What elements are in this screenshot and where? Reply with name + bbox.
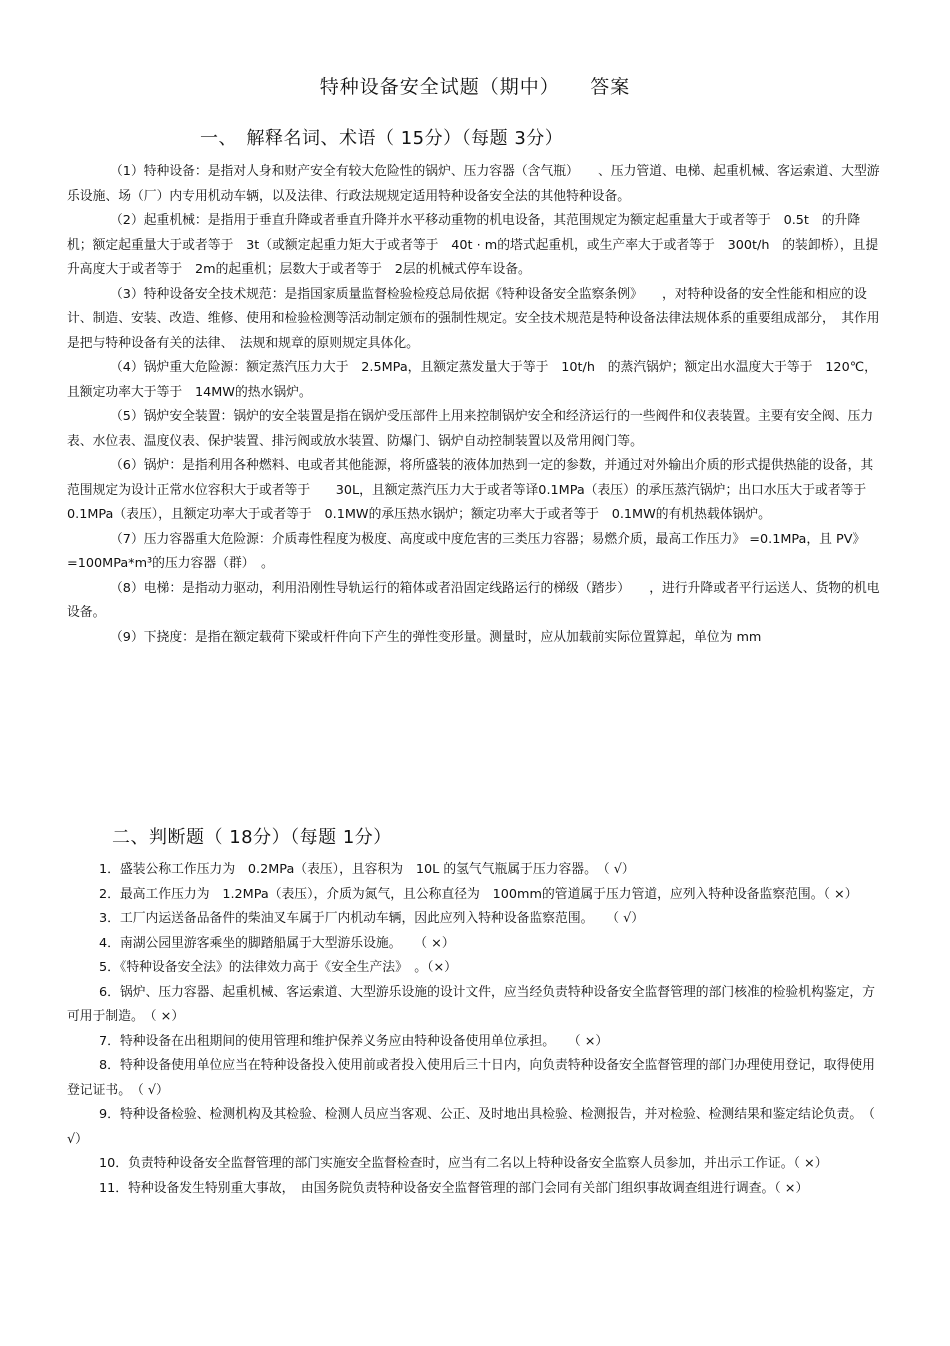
definition-item: （6）锅炉：是指利用各种燃料、电或者其他能源，将所盛装的液体加热到一定的参数，并通过对外输出介质的形式提供热能的设备，其范围规定为设计正常水位容积大于或者等于 30L，且额定蒸汽压力大于或者等译0.1MPa（表压）的承压蒸汽锅炉；出口水压大于或者等于 0.1MPa（表压），且额定功率大于或者等于 0.1MW的承压热水锅炉；额定功率大于或者等于 0.1MW的有机热载体锅炉。 [67, 458, 892, 522]
definition-item: （5）锅炉安全装置：锅炉的安全装置是指在锅炉受压部件上用来控制锅炉安全和经济运行的一些阀件和仪表装置。主要有安全阀、压力表、水位表、温度仪表、保护装置、排污阀或放水装置、防爆门、锅炉自动控制装置以及常用阀门等。 [67, 409, 874, 449]
judgment-item: 6．锅炉、压力容器、起重机械、客运索道、大型游乐设施的设计文件，应当经负责特种设备安全监督管理的部门核准的检验机构鉴定，方可用于制造。 （ ×） [67, 984, 875, 1024]
definition-item: （2）起重机械：是指用于垂直升降或者垂直升降并水平移动重物的机电设备，其范围规定为额定起重量大于或者等于 0.5t 的升降机；额定起重量大于或者等于 3t（或额定起重力矩大于或者等于 40t · m的塔式起重机，或生产率大于或者等于 300t/h 的装卸桥），且提升高度大于或者等于 2m的起重机；层数大于或者等于 2层的机械式停车设备。 [67, 213, 879, 277]
definition-item: （8）电梯：是指动力驱动，利用沿刚性导轨运行的箱体或者沿固定线路运行的梯级（踏步） ，进行升降或者平行运送人、货物的机电设备。 [67, 580, 880, 620]
section-1-body [67, 160, 892, 650]
section-2-body [67, 858, 885, 1201]
judgment-item: 11．特种设备发生特别重大事故， 由国务院负责特种设备安全监督管理的部门会同有关部门组织事故调查组进行调查。（ ×） [99, 1180, 809, 1196]
page-title: 特种设备安全试题（期中） 答案 [319, 76, 631, 98]
judgment-item: 10．负责特种设备安全监督管理的部门实施安全监督检查时，应当有二名以上特种设备安全监察人员参加，并出示工作证。（ ×） [99, 1156, 828, 1171]
judgment-item: 4．南湖公园里游客乘坐的脚踏船属于大型游乐设施。 （ ×） [99, 935, 455, 951]
judgment-item: 8．特种设备使用单位应当在特种设备投入使用前或者投入使用后三十日内，向负责特种设备安全监督管理的部门办理使用登记，取得使用登记证书。 （ √） [67, 1058, 875, 1098]
judgment-item: 3．工厂内运送备品备件的柴油叉车属于厂内机动车辆，因此应列入特种设备监察范围。 （ √） [99, 911, 645, 926]
judgment-item: 5．《特种设备安全法》的法律效力高于《安全生产法》 。（×） [99, 960, 457, 975]
judgment-item: 2．最高工作压力为 1.2MPa（表压），介质为氮气，且公称直径为 100mm的管道属于压力管道，应列入特种设备监察范围。（ ×） [99, 886, 858, 902]
judgment-item: 9．特种设备检验、检测机构及其检验、检测人员应当客观、公正、及时地出具检验、检测报告，并对检验、检测结果和鉴定结论负责。 （ √） [67, 1107, 875, 1147]
section-heading-2: 二、判断题（ 18分）（每题 1分） [112, 827, 392, 848]
section-heading-1: 一、 解释名词、术语（ 15分）（每题 3分） [200, 128, 564, 149]
judgment-item: 7．特种设备在出租期间的使用管理和维护保养义务应由特种设备使用单位承担。 （ ×） [99, 1033, 609, 1049]
judgment-item: 1．盛装公称工作压力为 0.2MPa（表压），且容积为 10L 的氢气气瓶属于压力容器。 （ √） [99, 862, 635, 877]
definition-item: （7）压力容器重大危险源：介质毒性程度为极度、高度或中度危害的三类压力容器；易燃介质，最高工作压力》 =0.1MPa，且 PV》=100MPa*m³的压力容器（群） 。 [67, 531, 866, 571]
definition-item: （9）下挠度：是指在额定载荷下梁或杆件向下产生的弹性变形量。测量时，应从加载前实际位置算起，单位为 mm [110, 629, 762, 645]
definition-item: （1）特种设备：是指对人身和财产安全有较大危险性的锅炉、压力容器（含气瓶） 、压力管道、电梯、起重机械、客运索道、大型游乐设施、场（厂）内专用机动车辆，以及法律、行政法规规定适用特种设备安全法的其他特种设备。 [67, 164, 880, 204]
definition-item: （4）锅炉重大危险源：额定蒸汽压力大于 2.5MPa，且额定蒸发量大于等于 10t/h 的蒸汽锅炉；额定出水温度大于等于 120℃，且额定功率大于等于 14MW的热水锅炉。 [67, 360, 877, 400]
definition-item: （3）特种设备安全技术规范：是指国家质量监督检验检疫总局依据《特种设备安全监察条例》 ，对特种设备的安全性能和相应的设计、制造、安装、改造、维修、使用和检验检测等活动制定颁布的强制性规定。安全技术规范是特种设备法律法规体系的重要组成部分， 其作用是把与特种设备有关的法律、 法规和规章的原则规定具体化。 [67, 286, 880, 351]
